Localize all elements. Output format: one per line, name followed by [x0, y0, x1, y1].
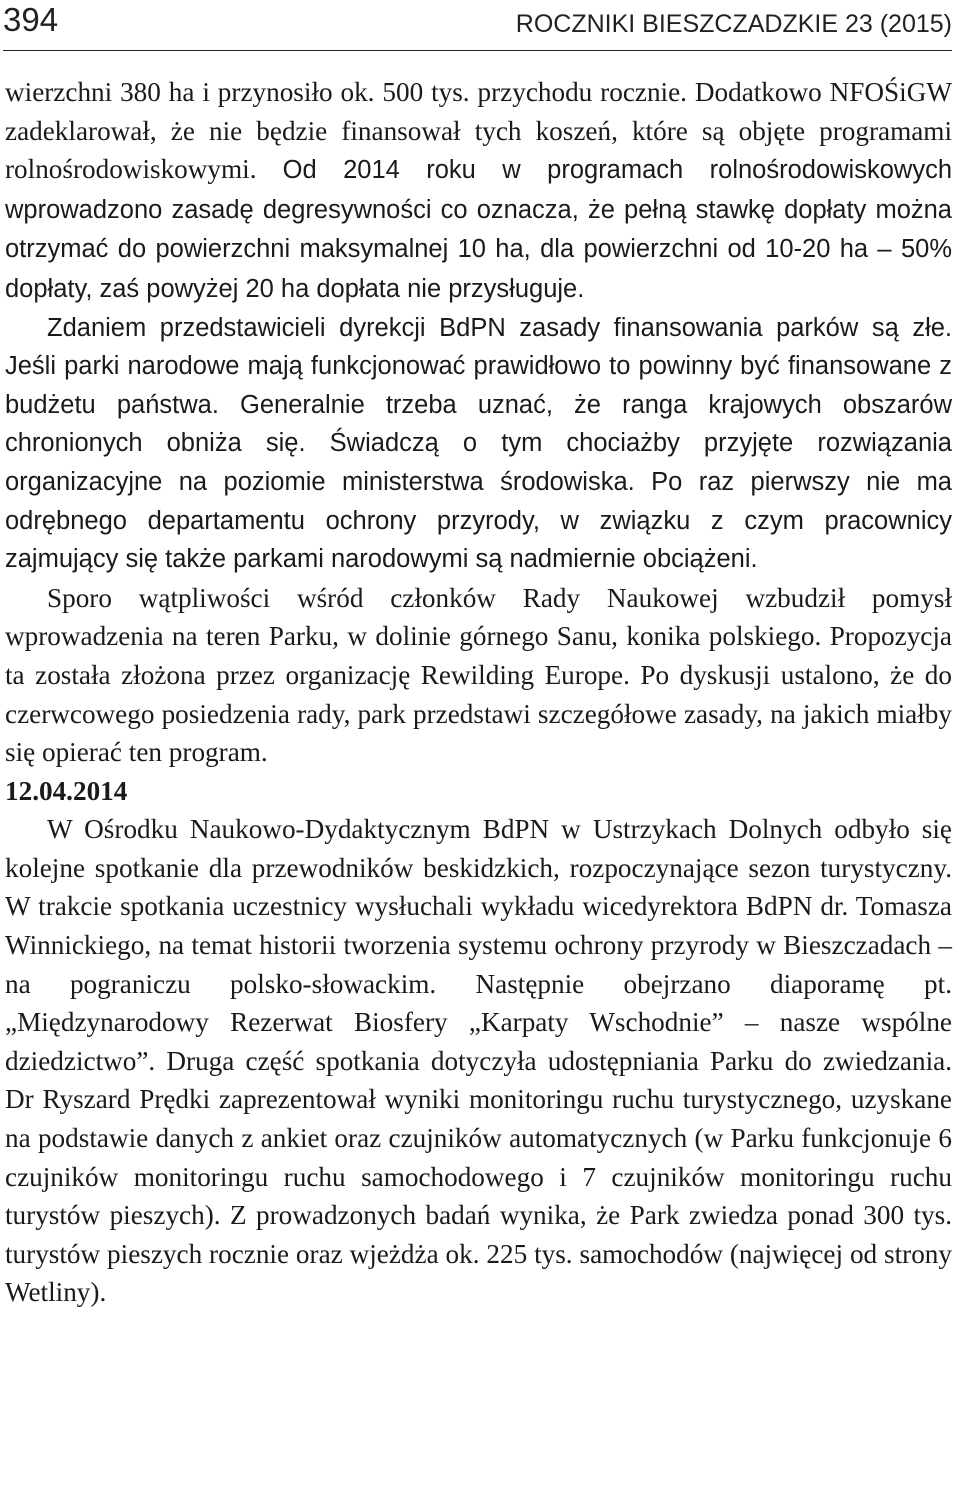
paragraph-1-text-a: wierzchni 380 ha i przynosiło ok. 500 tys. przychodu rocznie. Dodatkowo NFOŚiGW zadeklarował, że nie będzie finansował tych koszeń, które są objęte programami rolnośrodowiskowymi.: [5, 77, 952, 185]
page-number: 394: [3, 1, 59, 38]
paragraph-1: [5, 73, 952, 309]
date-heading: 12.04.2014: [5, 775, 128, 806]
article-body: [5, 73, 952, 1312]
paragraph-1-text-b: Od 2014 roku w programach rolnośrodowiskowych wprowadzono zasadę degresywności co oznacza, że pełną stawkę dopłaty można otrzymać do powierzchni maksymalnej 10 ha, dla powierzchni od 10-20 ha – 50% dopłaty, zaś powyżej 20 ha dopłata nie przysługuje.: [5, 156, 953, 303]
paragraph-2: Zdaniem przedstawicieli dyrekcji BdPN zasady finansowania parków są złe. Jeśli parki narodowe mają funkcjonować prawidłowo to powinny być finansowane z budżetu państwa. Generalnie trzeba uznać, że ranga krajowych obszarów chronionych obniża się. Świadczą o tym chociażby przyjęte rozwiązania organizacyjne na poziomie ministerstwa środowiska. Po raz pierwszy nie ma odrębnego departamentu ochrony przyrody, w związku z czym pracownicy zajmujący się także parkami narodowymi są nadmiernie obciążeni.: [5, 313, 952, 574]
page-header: [3, 0, 952, 51]
paragraph-3: Sporo wątpliwości wśród członków Rady Naukowej wzbudził pomysł wprowadzenia na teren Parku, w dolinie górnego Sanu, konika polskiego. Propozycja ta została złożona przez organizację Rewilding Europe. Po dyskusji ustalono, że do czerwcowego posiedzenia rady, park przedstawi szczegółowe zasady, na jakich miałby się opierać ten program.: [5, 582, 952, 768]
paragraph-4: W Ośrodku Naukowo-Dydaktycznym BdPN w Ustrzykach Dolnych odbyło się kolejne spotkanie dla przewodników beskidzkich, rozpoczynające sezon turystyczny. W trakcie spotkania uczestnicy wysłuchali wykładu wicedyrektora BdPN dr. Tomasza Winnickiego, na temat historii tworzenia systemu ochrony przyrody w Bieszczadach – na pograniczu polsko-słowackim. Następnie obejrzano diaporamę pt. „Międzynarodowy Rezerwat Biosfery „Karpaty Wschodnie” – nasze wspólne dziedzictwo”. Druga część spotkania dotyczyła udostępniania Parku do zwiedzania. Dr Ryszard Prędki zaprezentował wyniki monitoringu ruchu turystycznego, uzyskane na podstawie danych z ankiet oraz czujników automatycznych (w Parku funkcjonuje 6 czujników monitoringu ruchu samochodowego i 7 czujników monitoringu ruchu turystów pieszych). Z prowadzonych badań wynika, że Park zwiedza ponad 300 tys. turystów pieszych rocznie oraz wjeżdża ok. 225 tys. samochodów (najwięcej od strony Wetliny).: [5, 814, 952, 1308]
running-title: ROCZNIKI BIESZCZADZKIE 23 (2015): [515, 10, 952, 38]
